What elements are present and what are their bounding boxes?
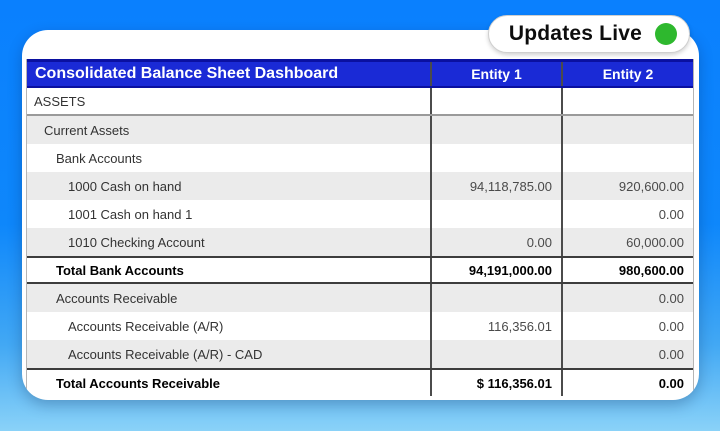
entity2-value: 980,600.00 xyxy=(561,258,693,282)
row-label: Accounts Receivable (A/R) - CAD xyxy=(68,346,263,362)
entity2-value: 0.00 xyxy=(561,284,693,312)
updates-live-label: Updates Live xyxy=(508,22,642,45)
row-label: Accounts Receivable xyxy=(56,290,178,306)
table-row-accounts-receivable-ar xyxy=(27,312,693,340)
entity1-value xyxy=(430,340,561,368)
entity1-value: 116,356.01 xyxy=(430,312,561,340)
entity2-value: 0.00 xyxy=(561,370,693,396)
entity1-value xyxy=(430,284,561,312)
row-label: 1001 Cash on hand 1 xyxy=(68,206,193,222)
table-row-1000-cash-on-hand xyxy=(27,172,693,200)
table-row-accounts-receivable-ar-cad xyxy=(27,340,693,368)
row-label: Total Accounts Receivable xyxy=(56,375,220,391)
table-row-assets xyxy=(27,88,693,116)
entity2-value: 0.00 xyxy=(561,340,693,368)
entity1-value xyxy=(430,144,561,172)
entity2-value: 60,000.00 xyxy=(561,228,693,256)
row-label: 1010 Checking Account xyxy=(68,234,205,250)
entity2-value xyxy=(561,88,693,114)
entity1-value xyxy=(430,200,561,228)
table-row-1010-checking-account xyxy=(27,228,693,256)
entity2-value xyxy=(561,116,693,144)
table-header-row xyxy=(27,59,693,88)
table-row-bank-accounts xyxy=(27,144,693,172)
entity2-value: 920,600.00 xyxy=(561,172,693,200)
table-row-total-accounts-receivable xyxy=(27,368,693,396)
row-label: Total Bank Accounts xyxy=(56,262,184,278)
row-label: Current Assets xyxy=(44,122,130,138)
balance-sheet-table xyxy=(26,59,694,396)
entity2-value xyxy=(561,144,693,172)
row-label: 1000 Cash on hand xyxy=(68,178,182,194)
entity1-value: 0.00 xyxy=(430,228,561,256)
table-row-total-bank-accounts xyxy=(27,256,693,284)
entity2-value: 0.00 xyxy=(561,312,693,340)
table-row-1001-cash-on-hand-1 xyxy=(27,200,693,228)
entity1-value xyxy=(430,88,561,114)
row-label: Accounts Receivable (A/R) xyxy=(68,318,224,334)
entity2-value: 0.00 xyxy=(561,200,693,228)
table-title: Consolidated Balance Sheet Dashboard xyxy=(35,65,339,82)
entity1-value xyxy=(430,116,561,144)
entity1-value: 94,191,000.00 xyxy=(430,258,561,282)
live-status-dot-icon xyxy=(655,23,677,45)
row-label: Bank Accounts xyxy=(56,150,142,166)
column-header-entity-2: Entity 2 xyxy=(561,62,693,86)
row-label: ASSETS xyxy=(34,93,86,109)
entity1-value: $ 116,356.01 xyxy=(430,370,561,396)
column-header-entity-1: Entity 1 xyxy=(430,62,561,86)
updates-live-badge xyxy=(488,15,690,53)
entity1-value: 94,118,785.00 xyxy=(430,172,561,200)
table-row-current-assets xyxy=(27,116,693,144)
balance-sheet-card xyxy=(22,30,699,400)
table-row-accounts-receivable xyxy=(27,284,693,312)
